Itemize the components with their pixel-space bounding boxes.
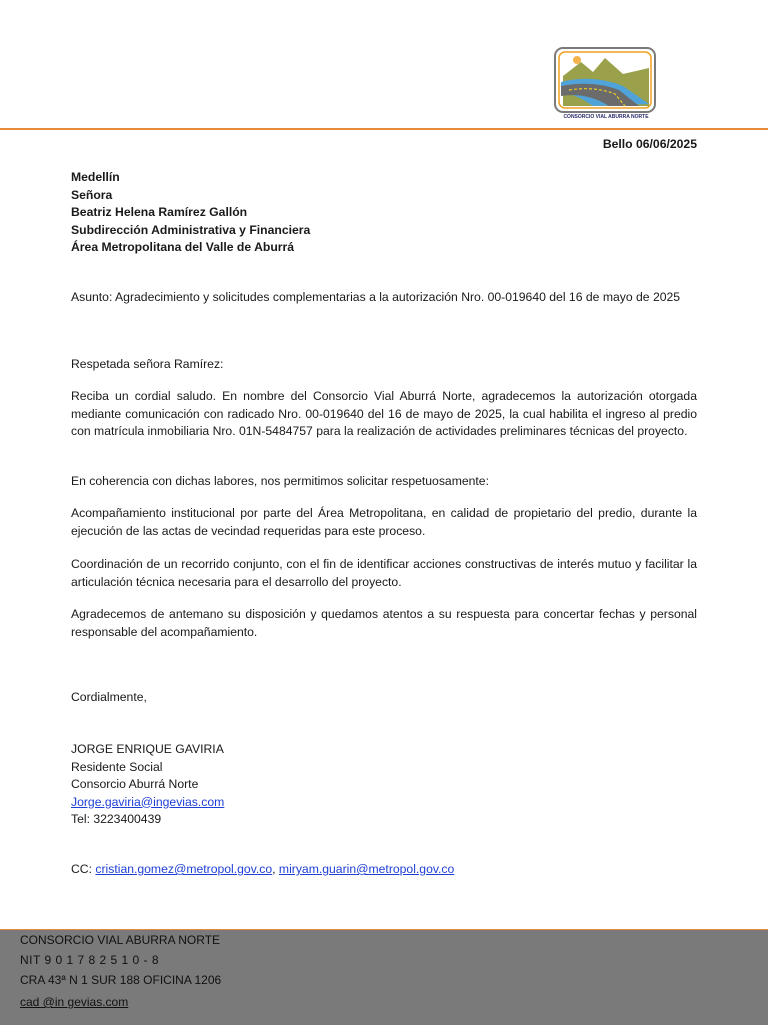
cc-email-link-1[interactable]: cristian.gomez@metropol.gov.co <box>95 862 273 876</box>
signer-email-link[interactable]: Jorge.gaviria@ingevias.com <box>71 794 225 809</box>
letter-date: Bello 06/06/2025 <box>602 137 697 151</box>
cc-separator: , <box>272 862 276 876</box>
body-paragraph-2: En coherencia con dichas labores, nos permitimos solicitar respetuosamente: <box>71 474 489 488</box>
footer-email: cad @in gevias.com <box>20 995 129 1009</box>
letter-subject: Asunto: Agradecimiento y solicitudes complementarias a la autorización Nro. 00-019640 del 16 de mayo de 2025 <box>71 290 681 304</box>
signer-name: JORGE ENRIQUE GAVIRIA <box>71 742 224 756</box>
body-paragraph-4: Coordinación de un recorrido conjunto, con el fin de identificar acciones constructivas de interés mutuo y facilitar la articulación técnica necesaria para el desarrollo del proyecto. <box>71 557 697 589</box>
footer-nit: NIT 9 0 1 7 8 2 5 1 0 - 8 <box>20 953 160 967</box>
signer-role: Residente Social <box>71 759 163 774</box>
company-logo <box>553 46 659 128</box>
signer-phone: Tel: 3223400439 <box>71 812 162 826</box>
cc-label: CC: <box>71 862 92 876</box>
footer-address: CRA 43ª N 1 SUR 188 OFICINA 1206 <box>20 973 222 987</box>
body-paragraph-5: Agradecemos de antemano su disposición y quedamos atentos a su respuesta para concertar fechas y personal responsable del acompañamiento. <box>71 607 697 639</box>
recipient-organization: Área Metropolitana del Valle de Aburrá <box>71 240 295 254</box>
logo-text: CONSORCIO VIAL ABURRA NORTE <box>563 114 649 120</box>
footer-company: CONSORCIO VIAL ABURRA NORTE <box>20 933 221 947</box>
signature-block <box>71 741 224 829</box>
cc-line <box>71 861 454 879</box>
recipient-block <box>71 169 310 257</box>
salutation: Respetada señora Ramírez: <box>71 357 224 371</box>
header-divider <box>0 128 768 130</box>
body-paragraph-3: Acompañamiento institucional por parte del Área Metropolitana, en calidad de propietario del predio, durante la ejecución de las actas de vecindad requeridas para este proceso. <box>71 506 697 538</box>
recipient-department: Subdirección Administrativa y Financiera <box>71 222 311 237</box>
letter-footer <box>0 929 768 1025</box>
body-paragraph-1: Reciba un cordial saludo. En nombre del Consorcio Vial Aburrá Norte, agradecemos la autorización otorgada mediante comunicación con radicado Nro. 00-019640 del 16 de mayo de 2025, la cual habilita el ingreso al predio con matrícula inmobiliaria Nro. 01N-5484757 para la realización de actividades preliminares técnicas del proyecto. <box>71 389 697 438</box>
cc-email-link-2[interactable]: miryam.guarin@metropol.gov.co <box>278 862 455 876</box>
recipient-name: Beatriz Helena Ramírez Gallón <box>71 205 248 219</box>
recipient-city: Medellín <box>71 170 120 184</box>
closing: Cordialmente, <box>71 690 147 704</box>
signer-company: Consorcio Aburrá Norte <box>71 777 199 791</box>
recipient-title: Señora <box>71 187 113 202</box>
